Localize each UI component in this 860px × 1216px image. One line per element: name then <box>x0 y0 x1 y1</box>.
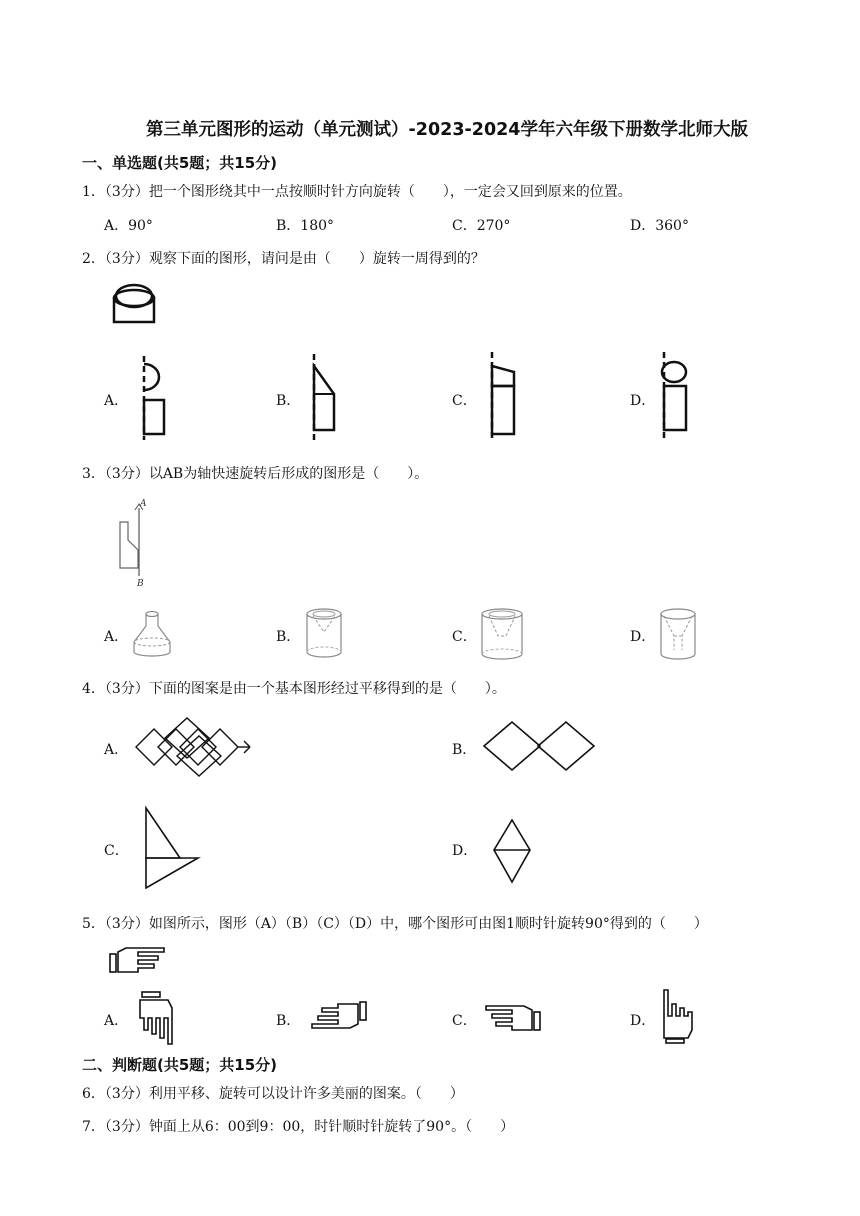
q2-figure-c[interactable] <box>484 352 524 440</box>
q5-figure-b[interactable] <box>308 1000 368 1034</box>
q4-figure-d[interactable] <box>490 818 534 884</box>
q5-option-b[interactable]: B． <box>276 1013 301 1029</box>
q4-option-d[interactable]: D． <box>452 843 478 859</box>
q2-figure-b[interactable] <box>306 354 342 440</box>
q1-option-c[interactable]: C．270° <box>452 218 511 234</box>
q5-stem-hand-figure <box>108 942 168 976</box>
axis-label-b: B <box>137 579 144 589</box>
q2-option-b[interactable]: B． <box>276 393 301 409</box>
q3-option-a[interactable]: A． <box>104 629 129 645</box>
q4-option-a[interactable]: A． <box>104 742 129 758</box>
q2-stem-figure <box>110 280 160 330</box>
q3-option-c[interactable]: C． <box>452 629 477 645</box>
q4-figure-b[interactable] <box>482 718 598 774</box>
q1-option-a[interactable]: A．90° <box>104 218 153 234</box>
q5-figure-a[interactable] <box>136 990 176 1046</box>
axis-label-a: A <box>140 499 147 509</box>
q3-figure-b[interactable] <box>302 606 346 660</box>
question-6: 6．（3分）利用平移、旋转可以设计许多美丽的图案。（ ） <box>82 1086 464 1102</box>
question-7: 7．（3分）钟面上从6：00到9：00，时针顺时针旋转了90°。（ ） <box>82 1119 515 1135</box>
q3-option-d[interactable]: D． <box>630 629 656 645</box>
q3-stem-figure <box>108 496 158 588</box>
q4-option-c[interactable]: C． <box>104 843 129 859</box>
q2-option-d[interactable]: D． <box>630 393 656 409</box>
q5-figure-d[interactable] <box>660 986 700 1044</box>
q2-option-a[interactable]: A． <box>104 393 129 409</box>
q2-figure-d[interactable] <box>656 352 696 440</box>
q3-option-b[interactable]: B． <box>276 629 301 645</box>
section-heading-true-false: 二、判断题(共5题；共15分) <box>82 1056 278 1074</box>
q5-option-c[interactable]: C． <box>452 1013 477 1029</box>
question-2: 2．（3分）观察下面的图形，请问是由（ ）旋转一周得到的？ <box>82 251 485 267</box>
section-heading-single-choice: 一、单选题(共5题；共15分) <box>82 154 278 172</box>
q1-option-b[interactable]: B．180° <box>276 218 335 234</box>
q4-option-b[interactable]: B． <box>452 742 477 758</box>
q3-figure-d[interactable] <box>656 606 700 662</box>
page-title: 第三单元图形的运动（单元测试）-2023-2024学年六年级下册数学北师大版 <box>146 120 748 140</box>
q1-option-d[interactable]: D．360° <box>630 218 689 234</box>
q4-figure-a[interactable] <box>134 716 252 778</box>
question-3: 3．（3分）以AB为轴快速旋转后形成的图形是（ ）。 <box>82 466 429 482</box>
q2-figure-a[interactable] <box>134 356 174 440</box>
question-1: 1．（3分）把一个图形绕其中一点按顺时针方向旋转（ ），一定会又回到原来的位置。 <box>82 184 632 200</box>
q3-figure-c[interactable] <box>478 606 526 662</box>
q3-figure-a[interactable] <box>130 608 174 660</box>
q4-figure-c[interactable] <box>142 806 202 892</box>
q5-figure-c[interactable] <box>482 1000 542 1034</box>
question-4: 4．（3分）下面的图案是由一个基本图形经过平移得到的是（ ）。 <box>82 681 506 697</box>
q2-option-c[interactable]: C． <box>452 393 477 409</box>
q5-option-d[interactable]: D． <box>630 1013 656 1029</box>
question-5: 5．（3分）如图所示，图形（A）（B）（C）（D）中，哪个图形可由图1顺时针旋转90°得到的（ ） <box>82 916 708 932</box>
q5-option-a[interactable]: A． <box>104 1013 129 1029</box>
